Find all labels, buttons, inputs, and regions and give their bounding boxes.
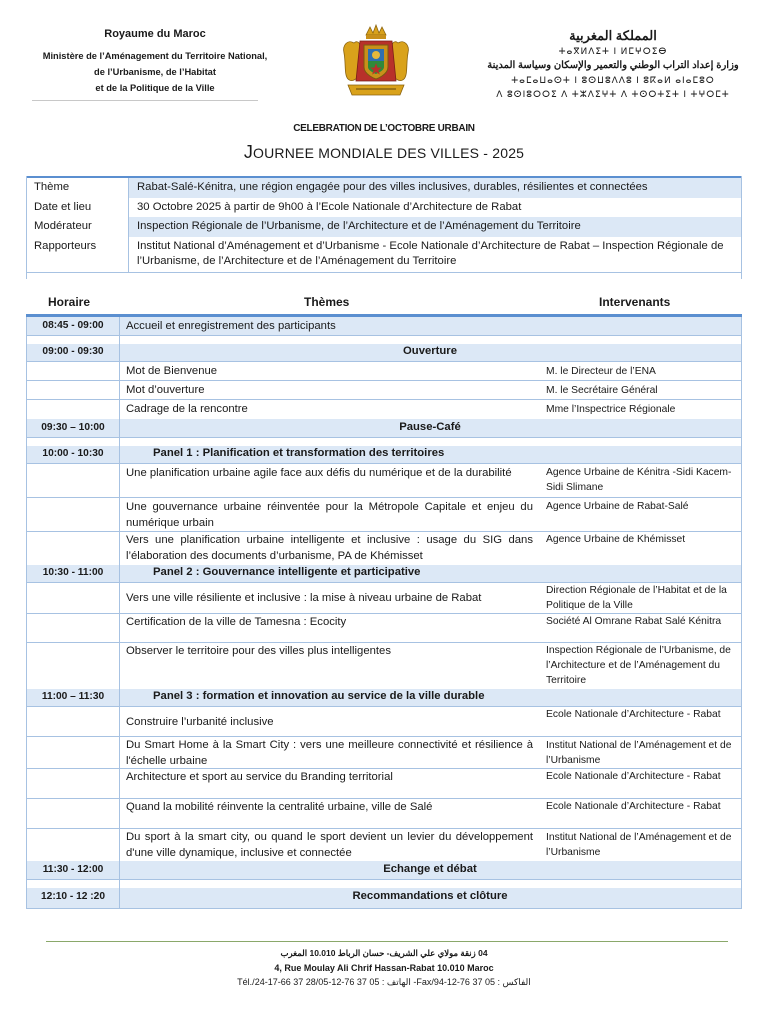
speaker-text: Ecole Nationale d’Architecture - Rabat bbox=[546, 709, 721, 720]
theme-text: Observer le territoire pour des villes plus intelligentes bbox=[126, 645, 391, 657]
theme-text: Construire l’urbanité inclusive bbox=[126, 716, 274, 728]
info-label: Thème bbox=[26, 177, 129, 198]
theme-text: Quand la mobilité réinvente la centralité urbaine, ville de Salé bbox=[126, 801, 433, 813]
time-slot: 08:45 - 09:00 bbox=[42, 320, 104, 331]
column-divider bbox=[119, 317, 120, 908]
footer-divider bbox=[46, 941, 728, 942]
section-title: Ouverture bbox=[403, 345, 457, 357]
header-left bbox=[22, 28, 288, 96]
row-spacer bbox=[27, 438, 741, 446]
time-slot: 12:10 - 12 :20 bbox=[41, 891, 105, 902]
ministry-name-ar: وزارة إعداد التراب الوطني والتعمير والإسكان وسياسة المدينة bbox=[487, 60, 739, 71]
footer-address-ar: 04 زنقة مولاي علي الشريف- حسان الرباط 10.010 المغرب bbox=[280, 948, 488, 958]
speaker-text: Direction Régionale de l’Habitat et de la Politique de la Ville bbox=[546, 585, 727, 611]
event-title bbox=[0, 142, 768, 163]
info-label: Rapporteurs bbox=[26, 237, 129, 273]
kingdom-name-fr: Royaume du Maroc bbox=[104, 28, 206, 40]
speaker-text: Société Al Omrane Rabat Salé Kénitra bbox=[546, 616, 722, 627]
speaker-text: M. le Directeur de l’ENA bbox=[546, 366, 656, 377]
ministry-line-2: de l’Urbanisme, de l’Habitat bbox=[94, 67, 216, 77]
schedule-item bbox=[27, 381, 741, 400]
speaker-text: Institut National de l’Aménagement et de l’Urbanisme bbox=[546, 832, 732, 858]
theme-text: Vers une ville résiliente et inclusive : la mise à niveau urbaine de Rabat bbox=[126, 592, 482, 604]
schedule-item bbox=[27, 643, 741, 689]
event-title-rest: OURNEE MONDIALE DES VILLES - 2025 bbox=[253, 145, 525, 161]
header-right bbox=[478, 28, 748, 101]
theme-text: Vers une planification urbaine intelligente et inclusive : usage du SIG dans l’élaboration des documents d’urbanisme, PA de Khémisset bbox=[126, 534, 533, 562]
info-row-rapporteurs bbox=[26, 237, 742, 273]
header-divider bbox=[32, 100, 258, 101]
info-row-date bbox=[26, 198, 742, 218]
speaker-text: Agence Urbaine de Khémisset bbox=[546, 534, 686, 545]
theme-text: Une planification urbaine agile face aux défis du numérique et de la durabilité bbox=[126, 467, 512, 479]
ministry-name-tifinagh-2: ⴷ ⵓⵙⵏⵓⵔⵔⵉ ⴷ ⵜⵣⴷⵉⵖⵜ ⴷ ⵜⵙⵔⵜⵉⵜ ⵏ ⵜⵖⵔⵎⵜ bbox=[496, 89, 730, 99]
time-slot: 11:00 – 11:30 bbox=[41, 691, 105, 702]
speaker-text: Ecole Nationale d’Architecture - Rabat bbox=[546, 801, 721, 812]
theme-text: Cadrage de la rencontre bbox=[126, 403, 248, 415]
schedule-item bbox=[27, 498, 741, 532]
panel-title: Panel 3 : formation et innovation au service de la ville durable bbox=[153, 690, 485, 702]
theme-text: Une gouvernance urbaine réinventée pour la Métropole Capitale et enjeu du numérique urbain bbox=[126, 501, 533, 529]
schedule-row-panel-2 bbox=[27, 565, 741, 583]
schedule-row-break bbox=[27, 419, 741, 438]
theme-text: Architecture et sport au service du Branding territorial bbox=[126, 771, 393, 783]
ministry-line-1: Ministère de l’Aménagement du Territoire National, bbox=[42, 51, 268, 61]
theme-text: Accueil et enregistrement des participants bbox=[126, 320, 336, 332]
column-header-speakers: Intervenants bbox=[599, 295, 671, 309]
schedule-row-welcome bbox=[27, 317, 741, 336]
time-slot: 11:30 - 12:00 bbox=[42, 864, 104, 875]
schedule-item bbox=[27, 614, 741, 643]
ministry-name-fr bbox=[22, 48, 288, 96]
section-title: Recommandations et clôture bbox=[352, 890, 508, 902]
speaker-text: Agence Urbaine de Rabat-Salé bbox=[546, 501, 689, 512]
column-header-themes: Thèmes bbox=[304, 295, 350, 309]
panel-title: Panel 1 : Planification et transformation des territoires bbox=[153, 447, 445, 459]
footer-contacts: Tél./الهاتف : 05 37 76-12-28/05 37 66-17-24 -Fax/الفاكس : 05 37 76-12-94 bbox=[237, 977, 531, 987]
info-value: 30 Octobre 2025 à partir de 9h00 à l’Ecole Nationale d’Architecture de Rabat bbox=[137, 200, 522, 213]
speaker-text: Institut National de l’Aménagement et de l’Urbanisme bbox=[546, 740, 732, 766]
schedule-item bbox=[27, 532, 741, 565]
schedule-row-opening bbox=[27, 344, 741, 362]
info-row-theme bbox=[26, 177, 742, 198]
schedule-item bbox=[27, 400, 741, 419]
ministry-line-3: et de la Politique de la Ville bbox=[95, 83, 215, 93]
speaker-text: M. le Secrétaire Général bbox=[546, 385, 658, 396]
theme-text: Du sport à la smart city, ou quand le sport devient un levier du développement d'une ville dynamique, inclusive et connectée bbox=[126, 831, 533, 859]
event-title-initial: J bbox=[243, 142, 254, 162]
royal-coat-of-arms-icon bbox=[340, 23, 412, 101]
info-value: Inspection Régionale de l’Urbanisme, de l’Architecture et de l’Aménagement du Territoire bbox=[129, 217, 743, 237]
footer-address-fr: 4, Rue Moulay Ali Chrif Hassan-Rabat 10.010 Maroc bbox=[274, 963, 494, 973]
schedule-item bbox=[27, 737, 741, 769]
row-spacer bbox=[27, 336, 741, 344]
kingdom-name-ar: المملكة المغربية bbox=[569, 28, 657, 43]
time-slot: 10:30 - 11:00 bbox=[42, 567, 104, 578]
event-info-table bbox=[26, 176, 742, 273]
speaker-text: Agence Urbaine de Kénitra -Sidi Kacem-Sidi Slimane bbox=[546, 467, 732, 493]
info-value: Rabat-Salé-Kénitra, une région engagée pour des villes inclusives, durables, résilientes et connectées bbox=[129, 177, 743, 198]
speaker-text: Mme l’Inspectrice Régionale bbox=[546, 404, 676, 415]
schedule-item bbox=[27, 707, 741, 737]
kingdom-name-tifinagh: ⵜⴰⴳⵍⴷⵉⵜ ⵏ ⵍⵎⵖⵔⵉⴱ bbox=[558, 46, 668, 56]
section-title: Echange et débat bbox=[383, 863, 477, 875]
time-slot: 09:00 - 09:30 bbox=[42, 346, 104, 357]
schedule-top-rule bbox=[26, 314, 742, 317]
speaker-text: Ecole Nationale d’Architecture - Rabat bbox=[546, 771, 721, 782]
theme-text: Mot de Bienvenue bbox=[126, 365, 218, 377]
ministry-name-tifinagh-1: ⵜⴰⵎⴰⵡⴰⵙⵜ ⵏ ⵓⵙⵡⵓⴷⴷⵓ ⵏ ⵓⴽⴰⵍ ⴰⵏⴰⵎⵓⵔ bbox=[511, 75, 715, 85]
column-header-time: Horaire bbox=[48, 295, 91, 309]
theme-text: Du Smart Home à la Smart City : vers une meilleure connectivité et résilience à l'échelle urbaine bbox=[126, 739, 533, 767]
info-value: Institut National d’Aménagement et d’Urbanisme - Ecole Nationale d’Architecture de Rabat – Inspection Régionale de l’Urbanisme, de l’Architecture et de l’Aménagement du Territoire bbox=[129, 237, 743, 273]
time-slot: 10:00 - 10:30 bbox=[42, 448, 104, 459]
section-title: Pause-Café bbox=[399, 421, 461, 433]
schedule-row-discussion bbox=[27, 861, 741, 880]
schedule-row-closing bbox=[27, 888, 741, 908]
info-label: Modérateur bbox=[26, 217, 129, 237]
schedule-row-panel-1 bbox=[27, 446, 741, 464]
theme-text: Mot d’ouverture bbox=[126, 384, 205, 396]
schedule-row-panel-3 bbox=[27, 689, 741, 707]
schedule-item bbox=[27, 464, 741, 498]
schedule-item bbox=[27, 583, 741, 614]
time-slot: 09:30 – 10:00 bbox=[41, 422, 105, 433]
row-spacer bbox=[27, 880, 741, 888]
theme-text: Certification de la ville de Tamesna : Ecocity bbox=[126, 616, 347, 628]
schedule-item bbox=[27, 769, 741, 799]
panel-title: Panel 2 : Gouvernance intelligente et participative bbox=[153, 566, 421, 578]
info-row-moderator bbox=[26, 217, 742, 237]
schedule-item bbox=[27, 362, 741, 381]
info-label: Date et lieu bbox=[26, 198, 129, 218]
speaker-text: Inspection Régionale de l’Urbanisme, de l’Architecture et de l’Aménagement du Territoire bbox=[546, 645, 731, 686]
schedule-item bbox=[27, 829, 741, 861]
schedule-item bbox=[27, 799, 741, 829]
event-subtitle: CELEBRATION DE L’OCTOBRE URBAIN bbox=[293, 123, 475, 134]
